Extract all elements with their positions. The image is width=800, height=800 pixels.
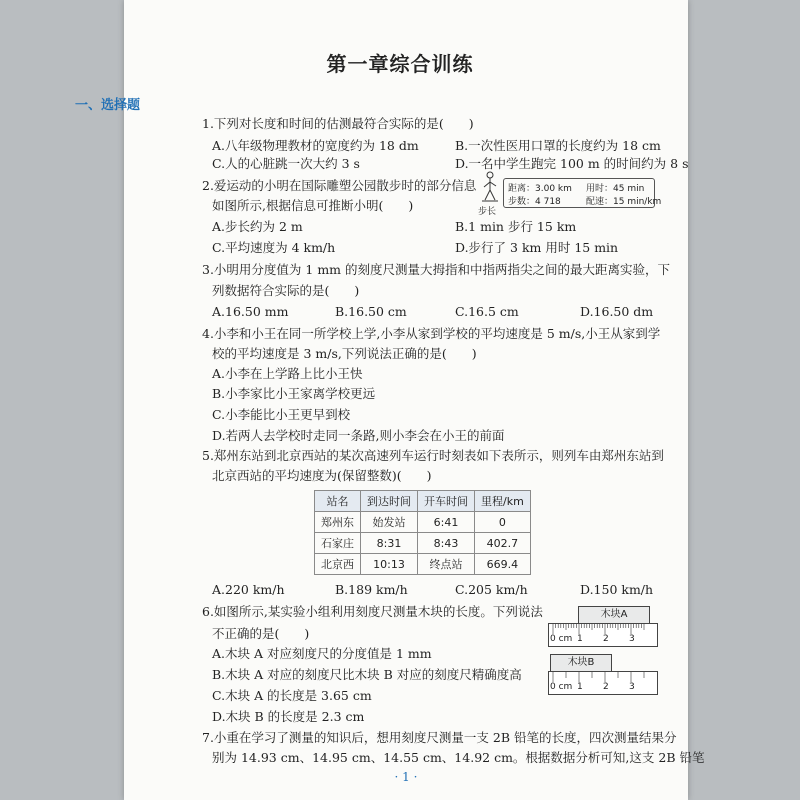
- q3-option-c[interactable]: C.16.5 cm: [455, 304, 519, 319]
- q1-option-b[interactable]: B.一次性医用口罩的长度约为 18 cm: [455, 138, 661, 153]
- q3-option-b[interactable]: B.16.50 cm: [335, 304, 407, 319]
- ruler-a-label-2: 2: [603, 634, 609, 644]
- q4-stem-line1: 4.小李和小王在同一所学校上学,小李从家到学校的平均速度是 5 m/s,小王从家到学: [202, 326, 661, 341]
- section-heading: 一、选择题: [75, 98, 141, 113]
- cell-mileage: 669.4: [475, 554, 531, 575]
- q5-option-d[interactable]: D.150 km/h: [580, 582, 654, 597]
- q7-stem-line1: 7.小重在学习了测量的知识后，想用刻度尺测量一支 2B 铅笔的长度，四次测量结果分: [202, 730, 677, 745]
- timetable-header-row: [315, 491, 531, 512]
- q5-option-a[interactable]: A.220 km/h: [212, 582, 285, 597]
- cell-departure: 6:41: [418, 512, 475, 533]
- steps-readout: 步数：4 718: [508, 197, 561, 207]
- q6-option-b[interactable]: B.木块 A 对应的刻度尺比木块 B 对应的刻度尺精确度高: [212, 667, 522, 682]
- table-row: [315, 554, 531, 575]
- q5-stem-line1: 5.郑州东站到北京西站的某次高速列车运行时刻表如下表所示，则列车由郑州东站到: [202, 448, 664, 463]
- header-mileage: 里程/km: [475, 491, 531, 512]
- q4-stem-line2: 校的平均速度是 3 m/s,下列说法正确的是( ): [212, 346, 477, 361]
- header-station: 站名: [315, 491, 361, 512]
- cell-station: 石家庄: [315, 533, 361, 554]
- distance-readout: 距离：3.00 km: [508, 184, 572, 194]
- cell-station: 郑州东: [315, 512, 361, 533]
- ruler-a: [548, 623, 658, 647]
- time-readout: 用时：45 min: [586, 184, 645, 194]
- header-arrival: 到达时间: [361, 491, 418, 512]
- cell-arrival: 10:13: [361, 554, 418, 575]
- q2-option-a[interactable]: A.步长约为 2 m: [212, 219, 303, 234]
- q1-option-a[interactable]: A.八年级物理教材的宽度约为 18 dm: [212, 138, 419, 153]
- q4-option-d[interactable]: D.若两人去学校时走同一条路,则小李会在小王的前面: [212, 428, 505, 443]
- header-departure: 开车时间: [418, 491, 475, 512]
- train-timetable: [314, 490, 531, 575]
- ruler-b-label-3: 3: [629, 682, 635, 692]
- q3-option-a[interactable]: A.16.50 mm: [212, 304, 289, 319]
- q6-stem-line1: 6.如图所示,某实验小组利用刻度尺测量木块的长度。下列说法: [202, 604, 543, 619]
- q6-option-a[interactable]: A.木块 A 对应刻度尺的分度值是 1 mm: [212, 646, 432, 661]
- q4-option-a[interactable]: A.小李在上学路上比小王快: [212, 366, 363, 381]
- q1-stem: 1.下列对长度和时间的估测最符合实际的是( ): [202, 116, 474, 131]
- ruler-a-label-0: 0 cm: [550, 634, 573, 644]
- ruler-a-label-3: 3: [629, 634, 635, 644]
- q2-figure: [478, 170, 662, 217]
- page-title: 第一章综合训练: [326, 52, 474, 76]
- ruler-b-label-0: 0 cm: [550, 682, 573, 692]
- q6-stem-line2: 不正确的是( ): [212, 626, 310, 641]
- cell-mileage: 0: [475, 512, 531, 533]
- q2-option-c[interactable]: C.平均速度为 4 km/h: [212, 240, 336, 255]
- wood-block-a: 木块A: [578, 606, 650, 624]
- q6-option-c[interactable]: C.木块 A 的长度是 3.65 cm: [212, 688, 372, 703]
- q4-option-c[interactable]: C.小李能比小王更早到校: [212, 407, 351, 422]
- cell-mileage: 402.7: [475, 533, 531, 554]
- q5-option-c[interactable]: C.205 km/h: [455, 582, 528, 597]
- q2-stem-line1: 2.爱运动的小明在国际雕塑公园散步时的部分信息: [202, 178, 477, 193]
- activity-info-box: [503, 178, 662, 208]
- q6-option-d[interactable]: D.木块 B 的长度是 2.3 cm: [212, 709, 365, 724]
- q2-option-d[interactable]: D.步行了 3 km 用时 15 min: [455, 240, 619, 255]
- q1-option-d[interactable]: D.一名中学生跑完 100 m 的时间约为 8 s: [455, 156, 689, 171]
- ruler-a-label-1: 1: [577, 634, 583, 644]
- q3-stem-line2: 列数据符合实际的是( ): [212, 283, 360, 298]
- q3-stem-line1: 3.小明用分度值为 1 mm 的刻度尺测量大拇指和中指两指尖之间的最大距离实验，下: [202, 262, 671, 277]
- q1-option-c[interactable]: C.人的心脏跳一次大约 3 s: [212, 156, 360, 171]
- ruler-b: [548, 671, 658, 695]
- q4-option-b[interactable]: B.小李家比小王家离学校更远: [212, 386, 376, 401]
- ruler-b-label-2: 2: [603, 682, 609, 692]
- table-row: [315, 512, 531, 533]
- q2-option-b[interactable]: B.1 min 步行 15 km: [455, 219, 577, 234]
- q2-stem-line2: 如图所示,根据信息可推断小明( ): [212, 198, 414, 213]
- page-number: · 1 ·: [394, 770, 418, 784]
- wood-block-b: 木块B: [550, 654, 612, 672]
- q5-option-b[interactable]: B.189 km/h: [335, 582, 408, 597]
- cell-arrival: 始发站: [361, 512, 418, 533]
- cell-departure: 8:43: [418, 533, 475, 554]
- q7-stem-line2: 别为 14.93 cm、14.95 cm、14.55 cm、14.92 cm。根据数据分析可知,这支 2B 铅笔: [212, 750, 705, 765]
- walking-person-icon: [480, 170, 500, 206]
- q5-stem-line2: 北京西站的平均速度为(保留整数)( ): [212, 468, 432, 483]
- table-row: [315, 533, 531, 554]
- cell-arrival: 8:31: [361, 533, 418, 554]
- cell-station: 北京西: [315, 554, 361, 575]
- pace-readout: 配速：15 min/km: [586, 197, 662, 207]
- ruler-b-label-1: 1: [577, 682, 583, 692]
- cell-departure: 终点站: [418, 554, 475, 575]
- q3-option-d[interactable]: D.16.50 dm: [580, 304, 654, 319]
- step-length-caption: 步长: [478, 207, 497, 217]
